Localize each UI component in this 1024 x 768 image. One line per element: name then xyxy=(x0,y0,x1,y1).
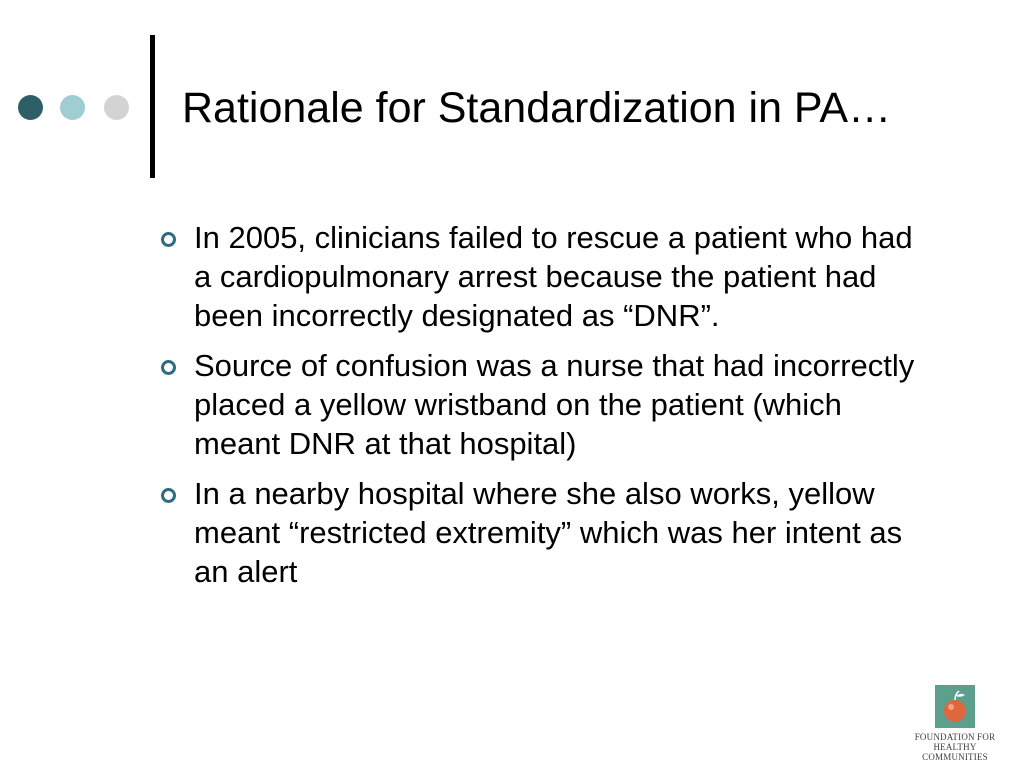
bullet-circle-icon xyxy=(161,232,176,247)
title-divider xyxy=(150,35,155,178)
logo-text xyxy=(900,732,1010,762)
fruit-logo-icon xyxy=(935,685,975,728)
bullet-list xyxy=(158,218,918,602)
logo-text-line2: HEALTHY COMMUNITIES xyxy=(922,742,988,762)
logo-text-line1: FOUNDATION FOR xyxy=(914,732,996,742)
foundation-logo xyxy=(900,685,1010,762)
bullet-circle-icon xyxy=(161,488,176,503)
decor-dot-mid-icon xyxy=(60,95,85,120)
bullet-text: In a nearby hospital where she also works, yellow meant “restricted extremity” which was her intent as an alert xyxy=(194,476,903,589)
bullet-item xyxy=(158,218,918,335)
bullet-item xyxy=(158,474,918,591)
slide-title: Rationale for Standardization in PA… xyxy=(182,84,892,132)
bullet-circle-icon xyxy=(161,360,176,375)
decor-dot-light-icon xyxy=(104,95,129,120)
decor-dot-dark-icon xyxy=(18,95,43,120)
bullet-item xyxy=(158,346,918,463)
bullet-text: Source of confusion was a nurse that had incorrectly placed a yellow wristband on the patient (which meant DNR at that hospital) xyxy=(194,348,915,461)
bullet-text: In 2005, clinicians failed to rescue a patient who had a cardiopulmonary arrest because the patient had been incorrectly designated as “DNR”. xyxy=(194,220,913,333)
logo-box xyxy=(935,685,975,728)
